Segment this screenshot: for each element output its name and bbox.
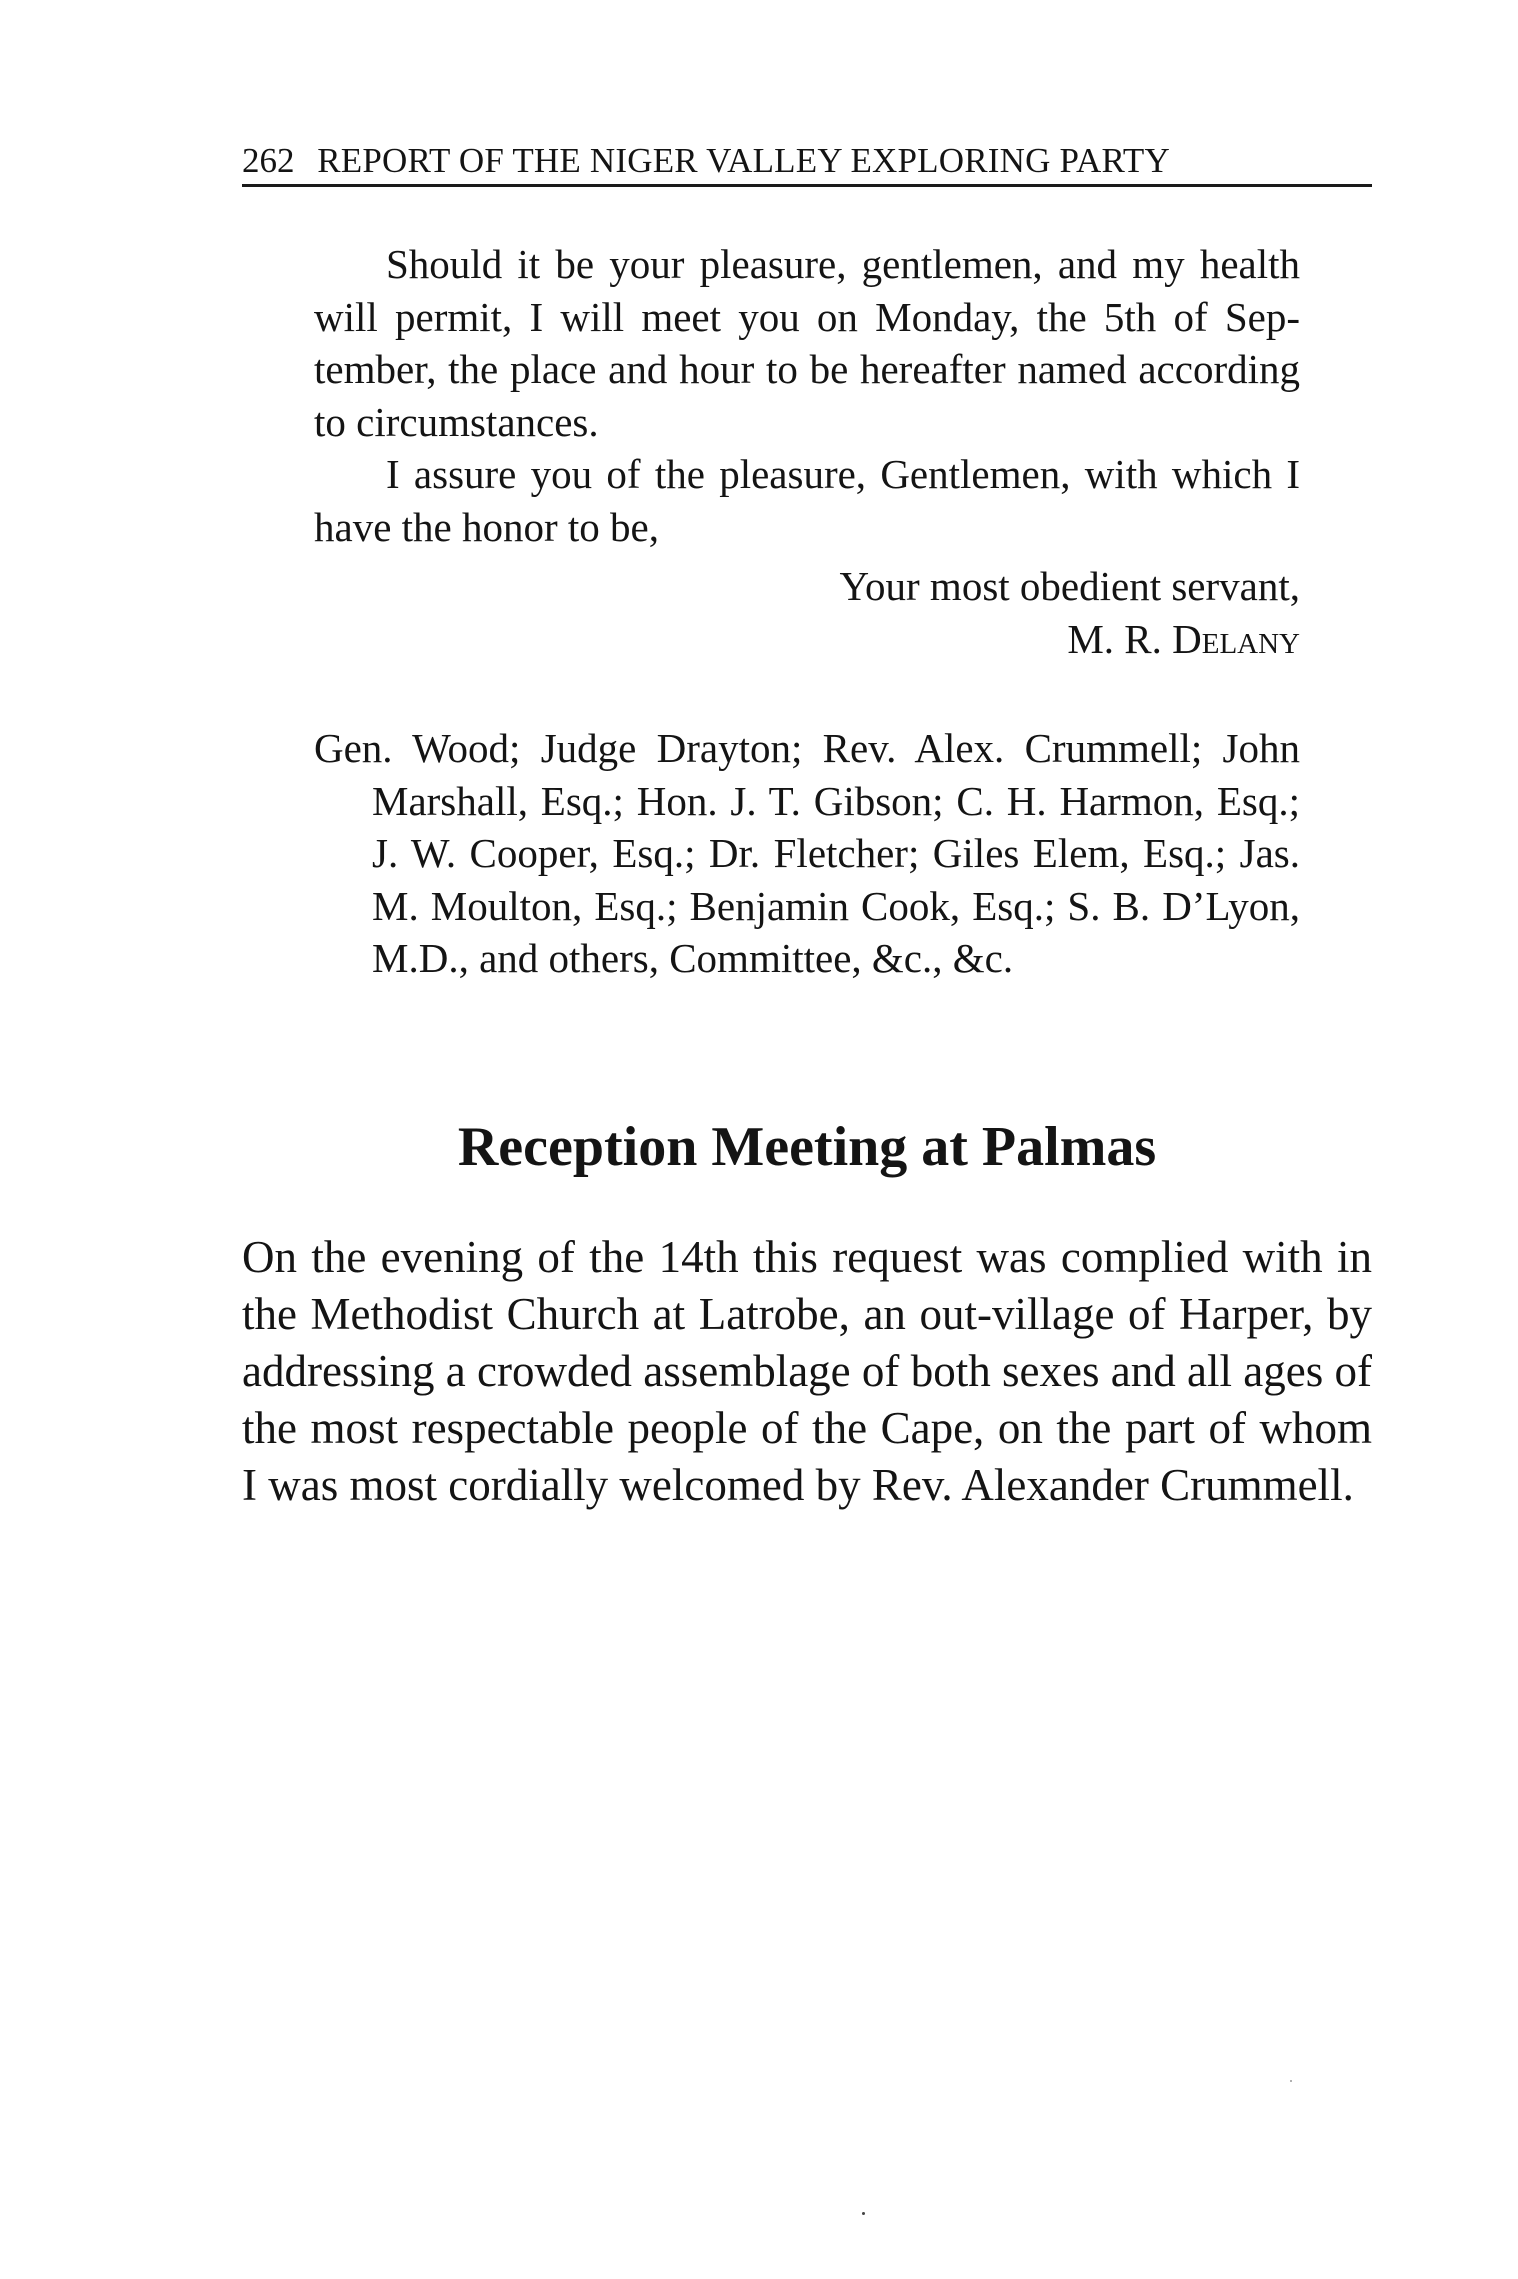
scan-speck	[1290, 2080, 1292, 2082]
closing-phrase: Your most obedient servant,	[839, 563, 1300, 609]
addressee-list: Gen. Wood; Judge Drayton; Rev. Alex. Crummell; John Marshall, Esq.; Hon. J. T. Gibson; C. H. Harmon, Esq.; J. W. Cooper, Esq.; Dr. Fletcher; Giles Elem, Esq.; Jas. M. Moulton, Esq.; Benjamin Cook, Esq.; S. B. D’Lyon, M.D., and others, Committee, &c., &c.	[314, 725, 1300, 981]
section-paragraph: On the evening of the 14th this request was complied with in the Methodist Church at Latrobe, an out-village of Harper, by addressing a crowded assemblage of both sexes and all ages of the most respectable people of the Cape, on the part of whom I was most cordially welcomed by Rev. Alexander Crummell.	[242, 1232, 1372, 1510]
letter-paragraph-2: I assure you of the pleasure, Gentlemen, with which I have the honor to be,	[314, 451, 1300, 550]
scan-speck	[862, 2212, 865, 2215]
section-heading: Reception Meeting at Palmas	[457, 1116, 1157, 1178]
letter-paragraph-1: Should it be your pleasure, gentlemen, and my health will permit, I will meet you on Monday, the 5th of Sep-tember, the place and hour to be hereafter named according to circumstances.	[314, 241, 1300, 445]
running-title: REPORT OF THE NIGER VALLEY EXPLORING PARTY	[317, 141, 1170, 180]
running-header	[242, 138, 1372, 187]
page-number: 262	[242, 141, 295, 180]
signature: M. R. Delany	[1067, 615, 1300, 662]
letter-body	[314, 238, 1300, 553]
letter-closing	[314, 560, 1300, 665]
